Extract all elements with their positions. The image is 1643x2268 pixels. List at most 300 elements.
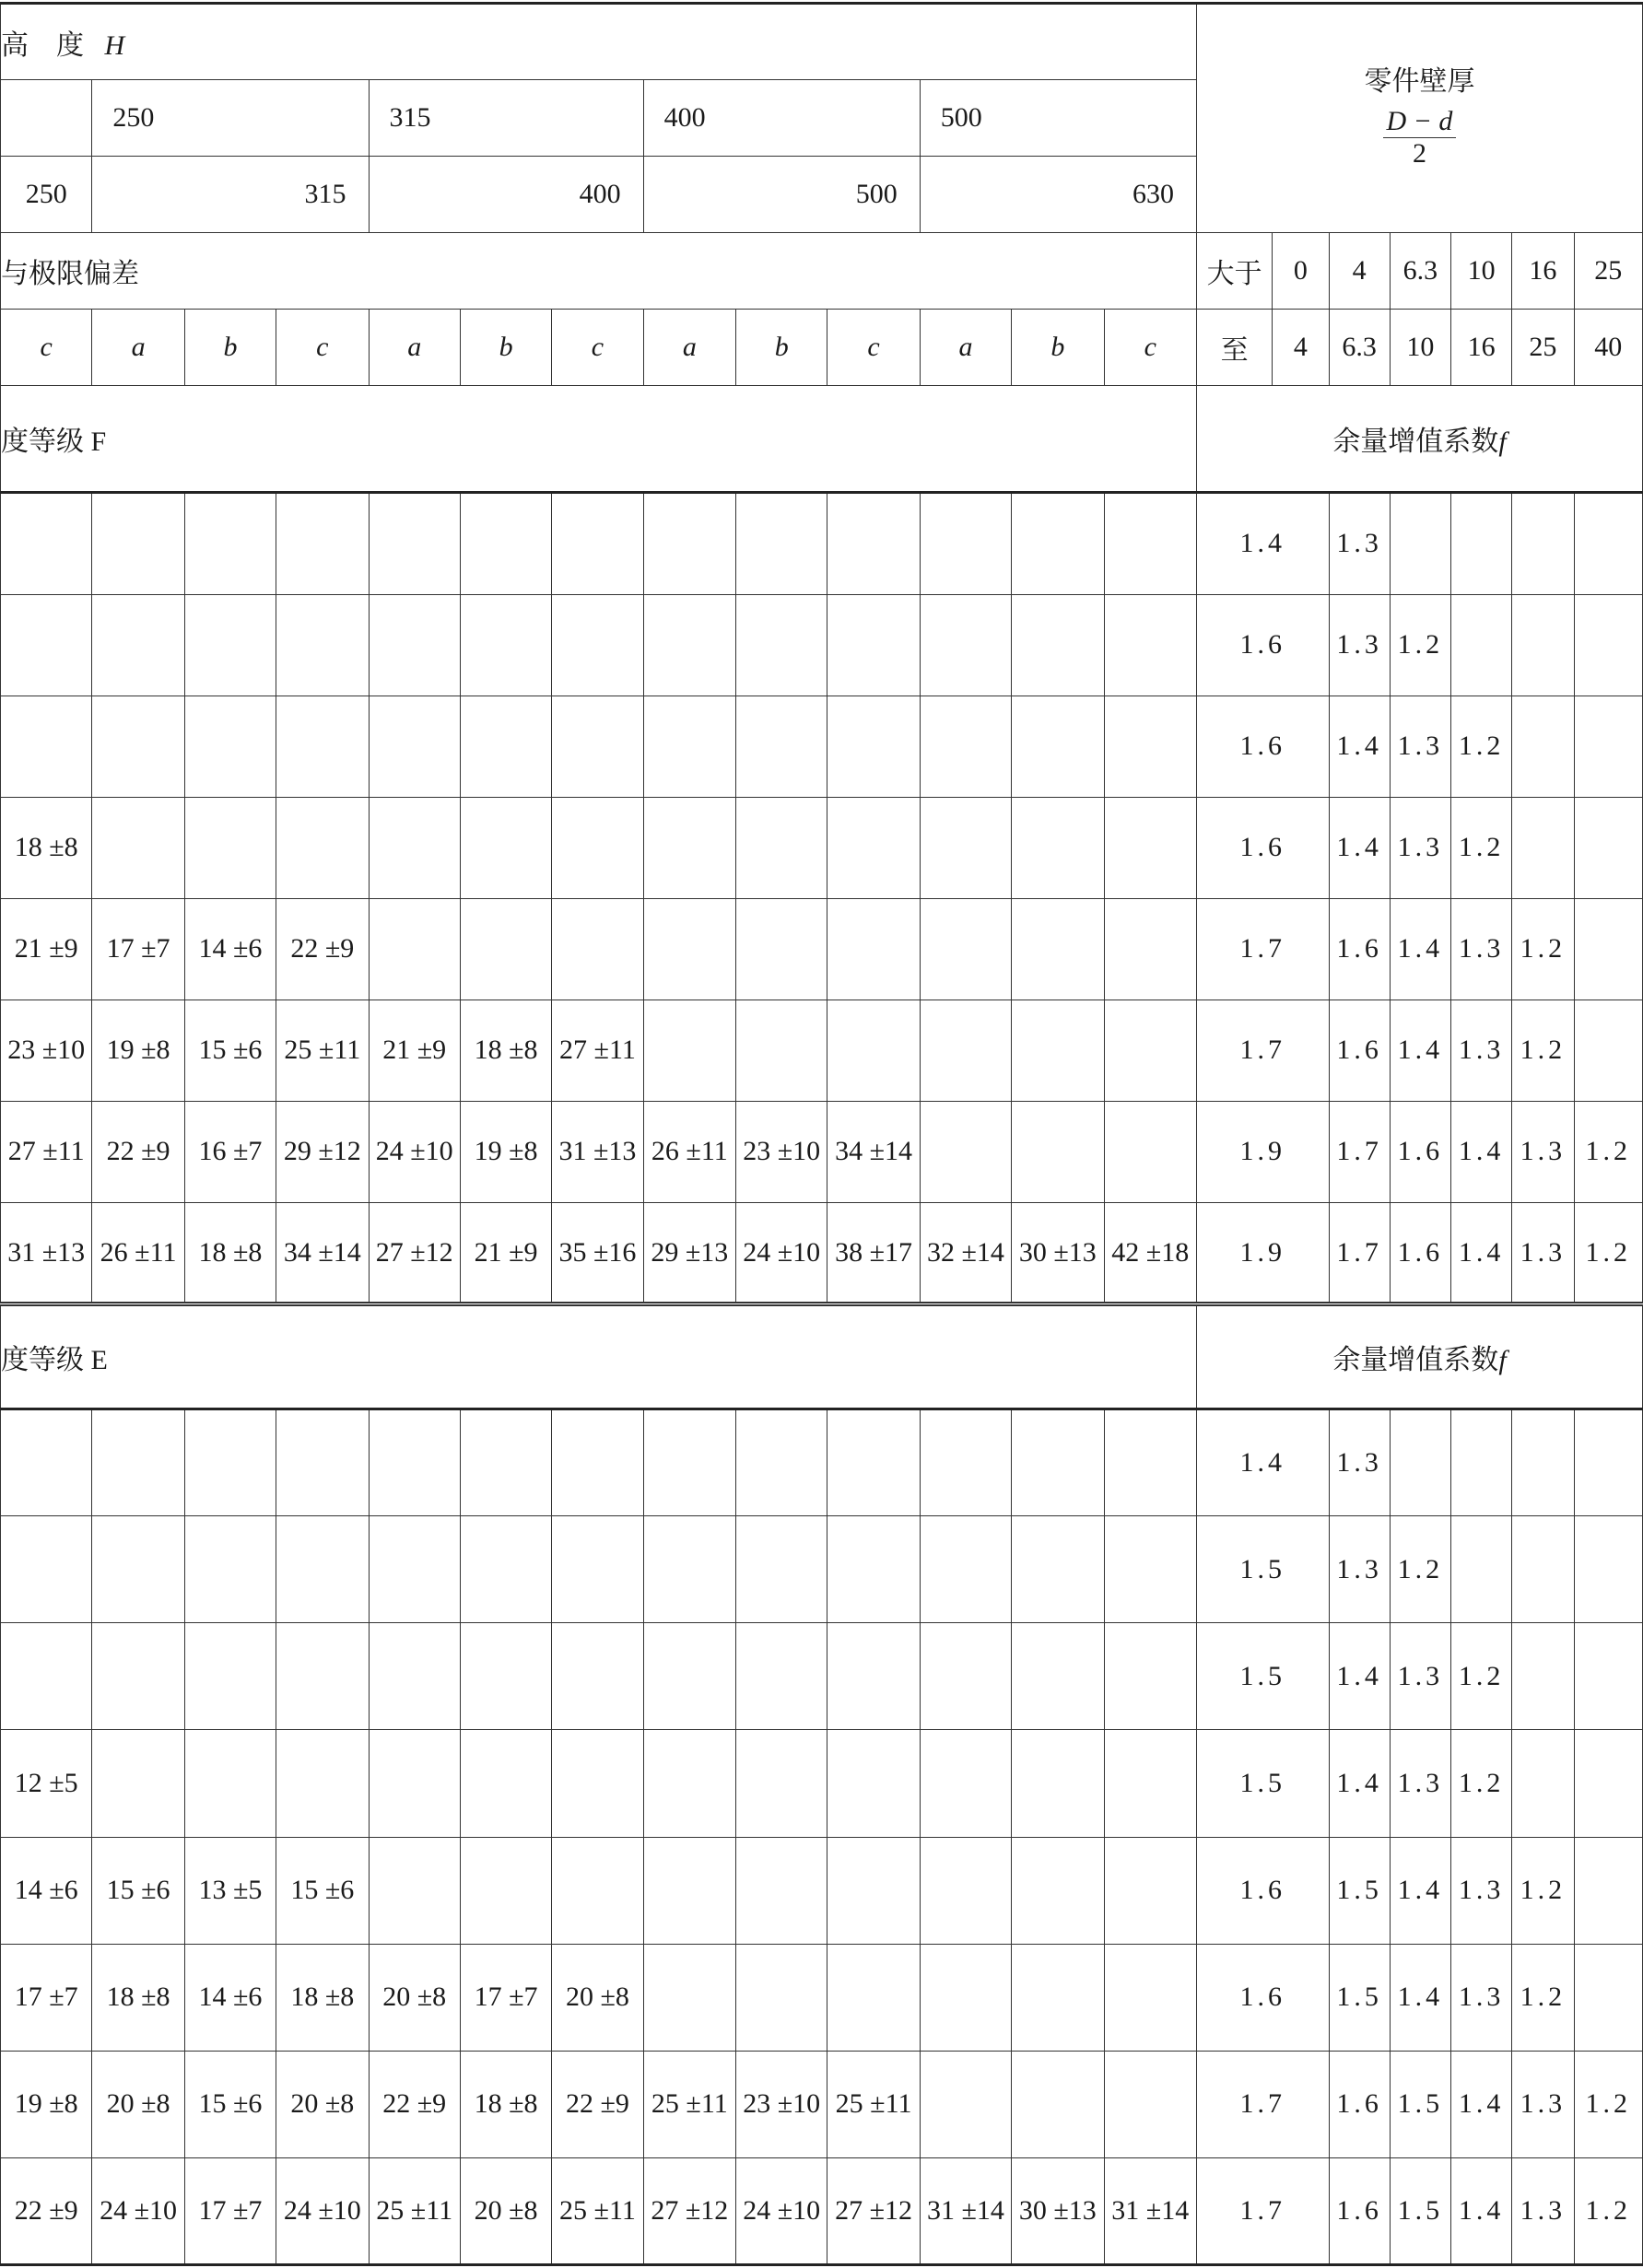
allowance-cell [920, 1623, 1011, 1730]
section-e-factor-header [1196, 1304, 1642, 1409]
allowance-cell [369, 1516, 460, 1623]
allowance-cell [1, 594, 92, 696]
allowance-cell [920, 1516, 1011, 1623]
allowance-cell [552, 1837, 643, 1944]
allowance-cell [460, 594, 551, 696]
factor-cell [1574, 1000, 1642, 1101]
greater-than-label: 大于 [1196, 233, 1272, 310]
factor-cell: 1.5 [1329, 1944, 1390, 2051]
factor-cell: 1.3 [1451, 1000, 1512, 1101]
allowance-cell [1104, 1730, 1196, 1837]
factor-cell: 1.5 [1329, 1837, 1390, 1944]
allowance-cell: 15 ±6 [276, 1837, 369, 1944]
allowance-cell: 42 ±18 [1104, 1202, 1196, 1304]
allowance-cell [736, 1000, 827, 1101]
allowance-cell [1104, 1000, 1196, 1101]
factor-cell [1512, 493, 1574, 594]
allowance-cell: 27 ±12 [827, 2157, 920, 2264]
allowance-cell [1012, 898, 1104, 1000]
allowance-cell [1104, 898, 1196, 1000]
allowance-cell [920, 1409, 1011, 1516]
allowance-cell [1, 493, 92, 594]
allowance-cell: 19 ±8 [1, 2051, 92, 2157]
allowance-cell: 15 ±6 [184, 2051, 276, 2157]
factor-cell [1574, 1730, 1642, 1837]
allowance-cell [369, 797, 460, 898]
factor-cell: 1.3 [1329, 1409, 1390, 1516]
allowance-cell: 14 ±6 [184, 1944, 276, 2051]
allowance-cell [827, 797, 920, 898]
allowance-cell [552, 493, 643, 594]
allowance-cell [184, 1409, 276, 1516]
factor-cell: 1.2 [1451, 797, 1512, 898]
allowance-cell: 31 ±13 [552, 1101, 643, 1202]
allowance-cell: 25 ±11 [552, 2157, 643, 2264]
allowance-cell [643, 594, 735, 696]
allowance-cell: 25 ±11 [827, 2051, 920, 2157]
allowance-cell: 27 ±11 [1, 1101, 92, 1202]
upto-row-value: 250 [1, 157, 92, 233]
allowance-cell: 23 ±10 [736, 1101, 827, 1202]
factor-cell [1574, 1516, 1642, 1623]
factor-cell [1512, 797, 1574, 898]
allowance-cell [1012, 1000, 1104, 1101]
allowance-cell [827, 1837, 920, 1944]
wall-from-value: 6.3 [1390, 233, 1450, 310]
allowance-cell: 22 ±9 [276, 898, 369, 1000]
allowance-cell [643, 1623, 735, 1730]
factor-cell: 1.6 [1390, 1202, 1450, 1304]
wall-from-value: 0 [1273, 233, 1329, 310]
factor-cell: 1.5 [1196, 1730, 1329, 1837]
allowance-cell [736, 1516, 827, 1623]
factor-cell: 1.9 [1196, 1202, 1329, 1304]
allowance-cell: 19 ±8 [460, 1101, 551, 1202]
factor-cell: 1.7 [1196, 2157, 1329, 2264]
wall-from-value: 4 [1329, 233, 1390, 310]
factor-cell [1512, 1730, 1574, 1837]
factor-cell [1451, 493, 1512, 594]
allowance-cell [643, 1837, 735, 1944]
wall-from-value: 10 [1451, 233, 1512, 310]
allowance-cell [827, 594, 920, 696]
allowance-cell [643, 797, 735, 898]
allowance-cell [643, 1944, 735, 2051]
allowance-cell: 22 ±9 [369, 2051, 460, 2157]
allowance-cell [920, 493, 1011, 594]
factor-symbol: f [1498, 427, 1507, 458]
allowance-cell: 35 ±16 [552, 1202, 643, 1304]
factor-cell: 1.6 [1196, 1837, 1329, 1944]
allowance-cell [1104, 493, 1196, 594]
tolerance-label: 与极限偏差 [1, 233, 1197, 310]
allowance-cell [552, 898, 643, 1000]
allowance-cell: 21 ±9 [460, 1202, 551, 1304]
allowance-cell [920, 1837, 1011, 1944]
factor-cell [1574, 1944, 1642, 2051]
factor-cell [1512, 1409, 1574, 1516]
factor-cell [1574, 696, 1642, 797]
factor-cell: 1.2 [1574, 1101, 1642, 1202]
allowance-cell [920, 2051, 1011, 2157]
allowance-cell: 18 ±8 [460, 2051, 551, 2157]
allowance-cell: 20 ±8 [92, 2051, 184, 2157]
allowance-cell [369, 594, 460, 696]
formula-numerator: D − d [1383, 106, 1457, 139]
allowance-cell [827, 1623, 920, 1730]
factor-cell: 1.2 [1512, 1837, 1574, 1944]
allowance-cell [184, 1623, 276, 1730]
over-row-value: 315 [369, 80, 643, 157]
allowance-cell: 29 ±12 [276, 1101, 369, 1202]
factor-cell [1512, 696, 1574, 797]
allowance-cell: 18 ±8 [92, 1944, 184, 2051]
factor-cell: 1.4 [1329, 696, 1390, 797]
allowance-cell [369, 1837, 460, 1944]
factor-cell: 1.3 [1512, 1202, 1574, 1304]
allowance-cell [920, 1730, 1011, 1837]
allowance-cell [276, 1409, 369, 1516]
over-row-value: 500 [920, 80, 1196, 157]
allowance-cell: 18 ±8 [276, 1944, 369, 2051]
wall-to-value: 16 [1451, 310, 1512, 386]
factor-cell: 1.6 [1196, 1944, 1329, 2051]
factor-cell: 1.2 [1574, 2157, 1642, 2264]
factor-cell [1574, 898, 1642, 1000]
formula-denominator: 2 [1412, 138, 1426, 170]
allowance-cell [460, 797, 551, 898]
allowance-cell: 25 ±11 [276, 1000, 369, 1101]
factor-cell: 1.4 [1390, 898, 1450, 1000]
allowance-cell: 27 ±12 [369, 1202, 460, 1304]
table-row [1, 1202, 1643, 1304]
to-label: 至 [1196, 310, 1272, 386]
table-row [1, 1837, 1643, 1944]
allowance-cell: 26 ±11 [643, 1101, 735, 1202]
grade-letter: c [827, 310, 920, 386]
factor-cell [1451, 594, 1512, 696]
allowance-cell [184, 797, 276, 898]
allowance-cell [276, 1730, 369, 1837]
over-row-blank [1, 80, 92, 157]
factor-cell: 1.2 [1451, 696, 1512, 797]
table-row [1, 594, 1643, 696]
factor-cell [1451, 1516, 1512, 1623]
allowance-cell [920, 696, 1011, 797]
allowance-cell [827, 898, 920, 1000]
allowance-cell [643, 1409, 735, 1516]
table-row [1, 696, 1643, 797]
allowance-cell [736, 493, 827, 594]
factor-cell: 1.9 [1196, 1101, 1329, 1202]
allowance-cell [736, 1837, 827, 1944]
allowance-cell [276, 1623, 369, 1730]
allowance-cell: 18 ±8 [1, 797, 92, 898]
allowance-cell [92, 1516, 184, 1623]
wall-thickness-label: 零件壁厚 [1364, 66, 1475, 98]
allowance-cell [276, 696, 369, 797]
allowance-cell [643, 1730, 735, 1837]
grade-letter: a [92, 310, 184, 386]
allowance-cell [1012, 797, 1104, 898]
allowance-cell: 18 ±8 [184, 1202, 276, 1304]
allowance-cell [1, 1516, 92, 1623]
allowance-cell: 31 ±14 [920, 2157, 1011, 2264]
factor-cell: 1.3 [1451, 1837, 1512, 1944]
allowance-cell [1012, 696, 1104, 797]
allowance-cell [736, 1944, 827, 2051]
allowance-cell [827, 1944, 920, 2051]
factor-cell: 1.3 [1390, 797, 1450, 898]
allowance-cell [552, 1516, 643, 1623]
upto-row-value: 315 [92, 157, 369, 233]
allowance-cell [920, 1944, 1011, 2051]
allowance-cell [369, 493, 460, 594]
factor-cell: 1.7 [1196, 1000, 1329, 1101]
allowance-cell: 22 ±9 [1, 2157, 92, 2264]
allowance-cell: 17 ±7 [460, 1944, 551, 2051]
factor-cell: 1.4 [1196, 493, 1329, 594]
allowance-cell [736, 797, 827, 898]
allowance-cell [460, 1837, 551, 1944]
factor-cell: 1.3 [1329, 493, 1390, 594]
factor-cell: 1.5 [1196, 1516, 1329, 1623]
factor-cell: 1.5 [1390, 2051, 1450, 2157]
allowance-cell [369, 1730, 460, 1837]
allowance-cell: 21 ±9 [369, 1000, 460, 1101]
factor-cell: 1.3 [1390, 696, 1450, 797]
factor-cell [1451, 1409, 1512, 1516]
factor-cell: 1.2 [1390, 594, 1450, 696]
factor-cell: 1.2 [1574, 1202, 1642, 1304]
allowance-cell: 20 ±8 [369, 1944, 460, 2051]
factor-cell: 1.2 [1390, 1516, 1450, 1623]
factor-cell: 1.3 [1451, 898, 1512, 1000]
wall-thickness-formula [1383, 106, 1457, 170]
allowance-cell [460, 1516, 551, 1623]
allowance-cell: 32 ±14 [920, 1202, 1011, 1304]
factor-cell: 1.3 [1329, 594, 1390, 696]
factor-cell [1390, 493, 1450, 594]
allowance-cell [276, 493, 369, 594]
allowance-cell: 16 ±7 [184, 1101, 276, 1202]
allowance-cell [1012, 1944, 1104, 2051]
allowance-cell [552, 594, 643, 696]
allowance-cell [736, 1409, 827, 1516]
allowance-cell: 26 ±11 [92, 1202, 184, 1304]
factor-cell [1512, 1623, 1574, 1730]
factor-cell: 1.3 [1390, 1623, 1450, 1730]
factor-cell: 1.4 [1451, 2051, 1512, 2157]
allowance-cell [736, 594, 827, 696]
allowance-cell [827, 1409, 920, 1516]
allowance-cell [92, 1409, 184, 1516]
factor-cell: 1.7 [1196, 898, 1329, 1000]
table-row [1, 1101, 1643, 1202]
wall-from-value: 16 [1512, 233, 1574, 310]
allowance-cell [827, 1730, 920, 1837]
grade-letter: a [920, 310, 1011, 386]
allowance-cell [643, 1000, 735, 1101]
factor-cell: 1.6 [1329, 2157, 1390, 2264]
allowance-cell [827, 1516, 920, 1623]
allowance-cell: 20 ±8 [552, 1944, 643, 2051]
grade-letter: b [460, 310, 551, 386]
table-row [1, 2157, 1643, 2264]
allowance-cell [184, 696, 276, 797]
allowance-cell [920, 594, 1011, 696]
allowance-cell [920, 1000, 1011, 1101]
height-header [1, 4, 1197, 80]
allowance-cell: 31 ±14 [1104, 2157, 1196, 2264]
table-row [1, 1000, 1643, 1101]
allowance-cell [460, 696, 551, 797]
allowance-cell: 25 ±11 [643, 2051, 735, 2157]
allowance-cell [184, 493, 276, 594]
allowance-cell: 17 ±7 [1, 1944, 92, 2051]
height-symbol: H [104, 29, 125, 61]
allowance-table [0, 2, 1643, 2266]
allowance-cell [1012, 1623, 1104, 1730]
allowance-cell [460, 898, 551, 1000]
allowance-cell: 19 ±8 [92, 1000, 184, 1101]
allowance-cell [552, 1623, 643, 1730]
section-f-factor-header [1196, 386, 1642, 493]
factor-cell: 1.2 [1451, 1623, 1512, 1730]
allowance-cell [369, 1409, 460, 1516]
allowance-cell: 27 ±11 [552, 1000, 643, 1101]
allowance-cell: 24 ±10 [369, 1101, 460, 1202]
allowance-cell [92, 1623, 184, 1730]
allowance-cell: 20 ±8 [460, 2157, 551, 2264]
allowance-cell: 34 ±14 [827, 1101, 920, 1202]
allowance-cell: 15 ±6 [92, 1837, 184, 1944]
factor-cell: 1.6 [1196, 594, 1329, 696]
allowance-cell [552, 1730, 643, 1837]
allowance-cell [736, 1623, 827, 1730]
allowance-cell [184, 1516, 276, 1623]
allowance-cell: 31 ±13 [1, 1202, 92, 1304]
factor-cell: 1.7 [1329, 1101, 1390, 1202]
allowance-cell [92, 797, 184, 898]
upto-row-value: 500 [643, 157, 920, 233]
factor-cell: 1.3 [1329, 1516, 1390, 1623]
table-row [1, 1730, 1643, 1837]
allowance-cell [92, 594, 184, 696]
allowance-cell [1012, 594, 1104, 696]
factor-cell: 1.6 [1196, 797, 1329, 898]
factor-label: 余量增值系数 [1332, 427, 1499, 458]
allowance-cell: 24 ±10 [92, 2157, 184, 2264]
allowance-cell [369, 1623, 460, 1730]
factor-cell: 1.5 [1196, 1623, 1329, 1730]
factor-cell: 1.4 [1390, 1000, 1450, 1101]
factor-cell: 1.6 [1329, 1000, 1390, 1101]
table-row [1, 493, 1643, 594]
allowance-cell [827, 493, 920, 594]
wall-to-value: 6.3 [1329, 310, 1390, 386]
allowance-cell [276, 1516, 369, 1623]
factor-cell [1512, 594, 1574, 696]
allowance-cell: 22 ±9 [552, 2051, 643, 2157]
factor-cell: 1.3 [1512, 2051, 1574, 2157]
allowance-cell [1, 1623, 92, 1730]
allowance-cell [1012, 1837, 1104, 1944]
factor-cell [1574, 1409, 1642, 1516]
allowance-cell: 14 ±6 [184, 898, 276, 1000]
factor-cell: 1.2 [1451, 1730, 1512, 1837]
allowance-cell: 24 ±10 [736, 2157, 827, 2264]
allowance-cell [92, 1730, 184, 1837]
allowance-cell [1104, 1101, 1196, 1202]
factor-cell: 1.6 [1329, 2051, 1390, 2157]
allowance-cell [736, 696, 827, 797]
allowance-cell: 25 ±11 [369, 2157, 460, 2264]
allowance-cell [1012, 1409, 1104, 1516]
allowance-cell [643, 493, 735, 594]
allowance-cell: 24 ±10 [736, 1202, 827, 1304]
allowance-cell: 23 ±10 [736, 2051, 827, 2157]
table-row [1, 1409, 1643, 1516]
allowance-cell [1012, 2051, 1104, 2157]
factor-cell: 1.4 [1451, 2157, 1512, 2264]
grade-letter: b [184, 310, 276, 386]
upto-row-value: 630 [920, 157, 1196, 233]
grade-letter: c [276, 310, 369, 386]
factor-cell: 1.5 [1390, 2157, 1450, 2264]
grade-letter: c [1, 310, 92, 386]
section-e-rows [1, 1409, 1643, 2265]
table-row [1, 797, 1643, 898]
allowance-cell [643, 898, 735, 1000]
section-f-title: 度等级 F [1, 386, 1197, 493]
allowance-cell [1, 696, 92, 797]
allowance-cell [736, 898, 827, 1000]
factor-cell: 1.3 [1512, 2157, 1574, 2264]
allowance-cell [184, 1730, 276, 1837]
upto-row-value: 400 [369, 157, 643, 233]
factor-cell: 1.2 [1512, 898, 1574, 1000]
allowance-cell [1012, 1730, 1104, 1837]
allowance-cell: 38 ±17 [827, 1202, 920, 1304]
factor-cell [1512, 1516, 1574, 1623]
factor-cell: 1.3 [1512, 1101, 1574, 1202]
over-row-value: 400 [643, 80, 920, 157]
factor-label: 余量增值系数 [1332, 1345, 1499, 1376]
factor-cell [1574, 594, 1642, 696]
allowance-cell: 21 ±9 [1, 898, 92, 1000]
factor-cell: 1.4 [1451, 1101, 1512, 1202]
allowance-cell [1012, 1101, 1104, 1202]
allowance-cell: 18 ±8 [460, 1000, 551, 1101]
wall-to-value: 40 [1574, 310, 1642, 386]
wall-from-value: 25 [1574, 233, 1642, 310]
wall-to-value: 4 [1273, 310, 1329, 386]
allowance-cell [643, 696, 735, 797]
grade-letter: b [736, 310, 827, 386]
allowance-cell: 20 ±8 [276, 2051, 369, 2157]
factor-cell [1574, 1623, 1642, 1730]
factor-cell: 1.4 [1390, 1837, 1450, 1944]
allowance-cell: 12 ±5 [1, 1730, 92, 1837]
factor-cell [1574, 493, 1642, 594]
allowance-cell [92, 493, 184, 594]
allowance-cell: 17 ±7 [184, 2157, 276, 2264]
allowance-cell [1104, 2051, 1196, 2157]
factor-cell: 1.6 [1390, 1101, 1450, 1202]
allowance-cell [460, 1730, 551, 1837]
factor-symbol: f [1498, 1345, 1507, 1376]
